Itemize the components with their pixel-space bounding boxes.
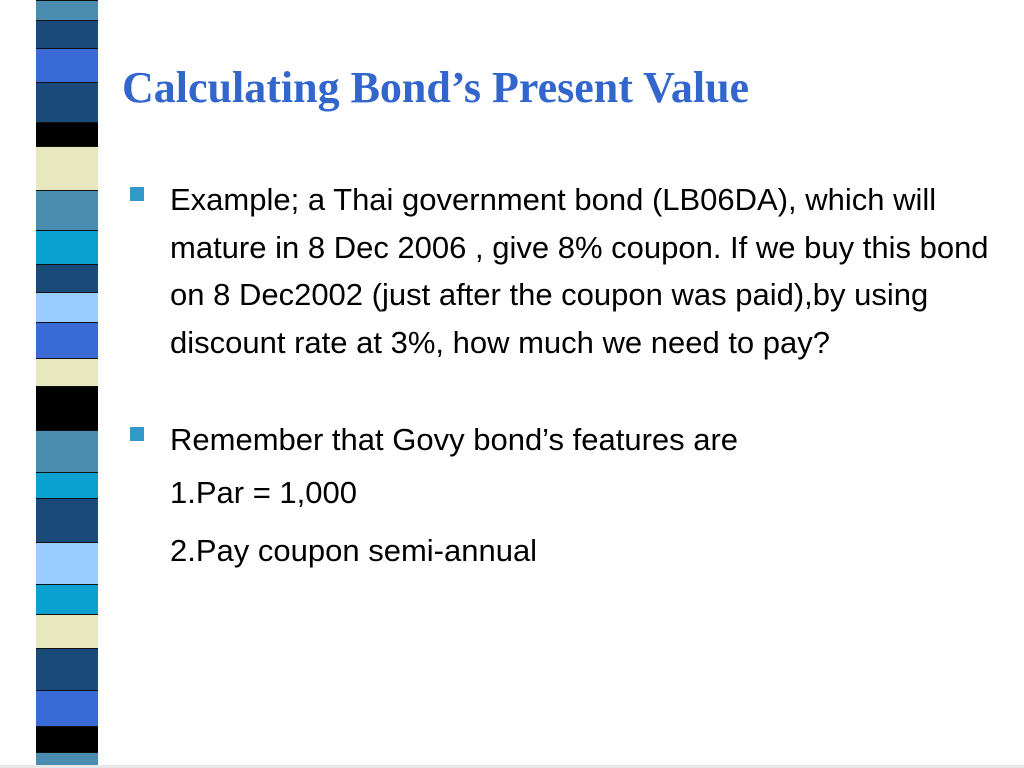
sub-point: 1.Par = 1,000 <box>170 474 357 510</box>
bullet-item <box>130 176 990 366</box>
stripe <box>36 0 98 20</box>
bullet-text: Remember that Govy bond’s features are <box>170 422 739 457</box>
stripe <box>36 726 98 752</box>
stripe <box>36 542 98 584</box>
stripe <box>36 614 98 648</box>
decorative-stripe-bar <box>36 0 98 768</box>
slide-title: Calculating Bond’s Present Value <box>122 63 750 112</box>
stripe <box>36 82 98 122</box>
stripe <box>36 690 98 726</box>
stripe <box>36 190 98 230</box>
sub-point: 2.Pay coupon semi-annual <box>170 532 538 568</box>
stripe <box>36 48 98 82</box>
square-bullet-icon <box>130 427 144 441</box>
slide-content <box>130 176 990 580</box>
stripe <box>36 648 98 690</box>
stripe <box>36 498 98 542</box>
slide-left-margin <box>0 0 36 768</box>
stripe <box>36 430 98 472</box>
stripe <box>36 292 98 322</box>
stripe <box>36 584 98 614</box>
stripe <box>36 472 98 498</box>
stripe <box>36 20 98 48</box>
stripe <box>36 386 98 430</box>
stripe <box>36 122 98 146</box>
stripe <box>36 358 98 386</box>
square-bullet-icon <box>130 187 144 201</box>
bullet-item <box>130 416 990 464</box>
bullet-text: Example; a Thai government bond (LB06DA), which will mature in 8 Dec 2006 , give 8% coupon. If we buy this bond on 8 Dec2002 (just after the coupon was paid),by using discount rate at 3%, how much we need to pay? <box>170 182 989 360</box>
stripe <box>36 322 98 358</box>
stripe <box>36 264 98 292</box>
stripe <box>36 230 98 264</box>
stripe <box>36 146 98 190</box>
